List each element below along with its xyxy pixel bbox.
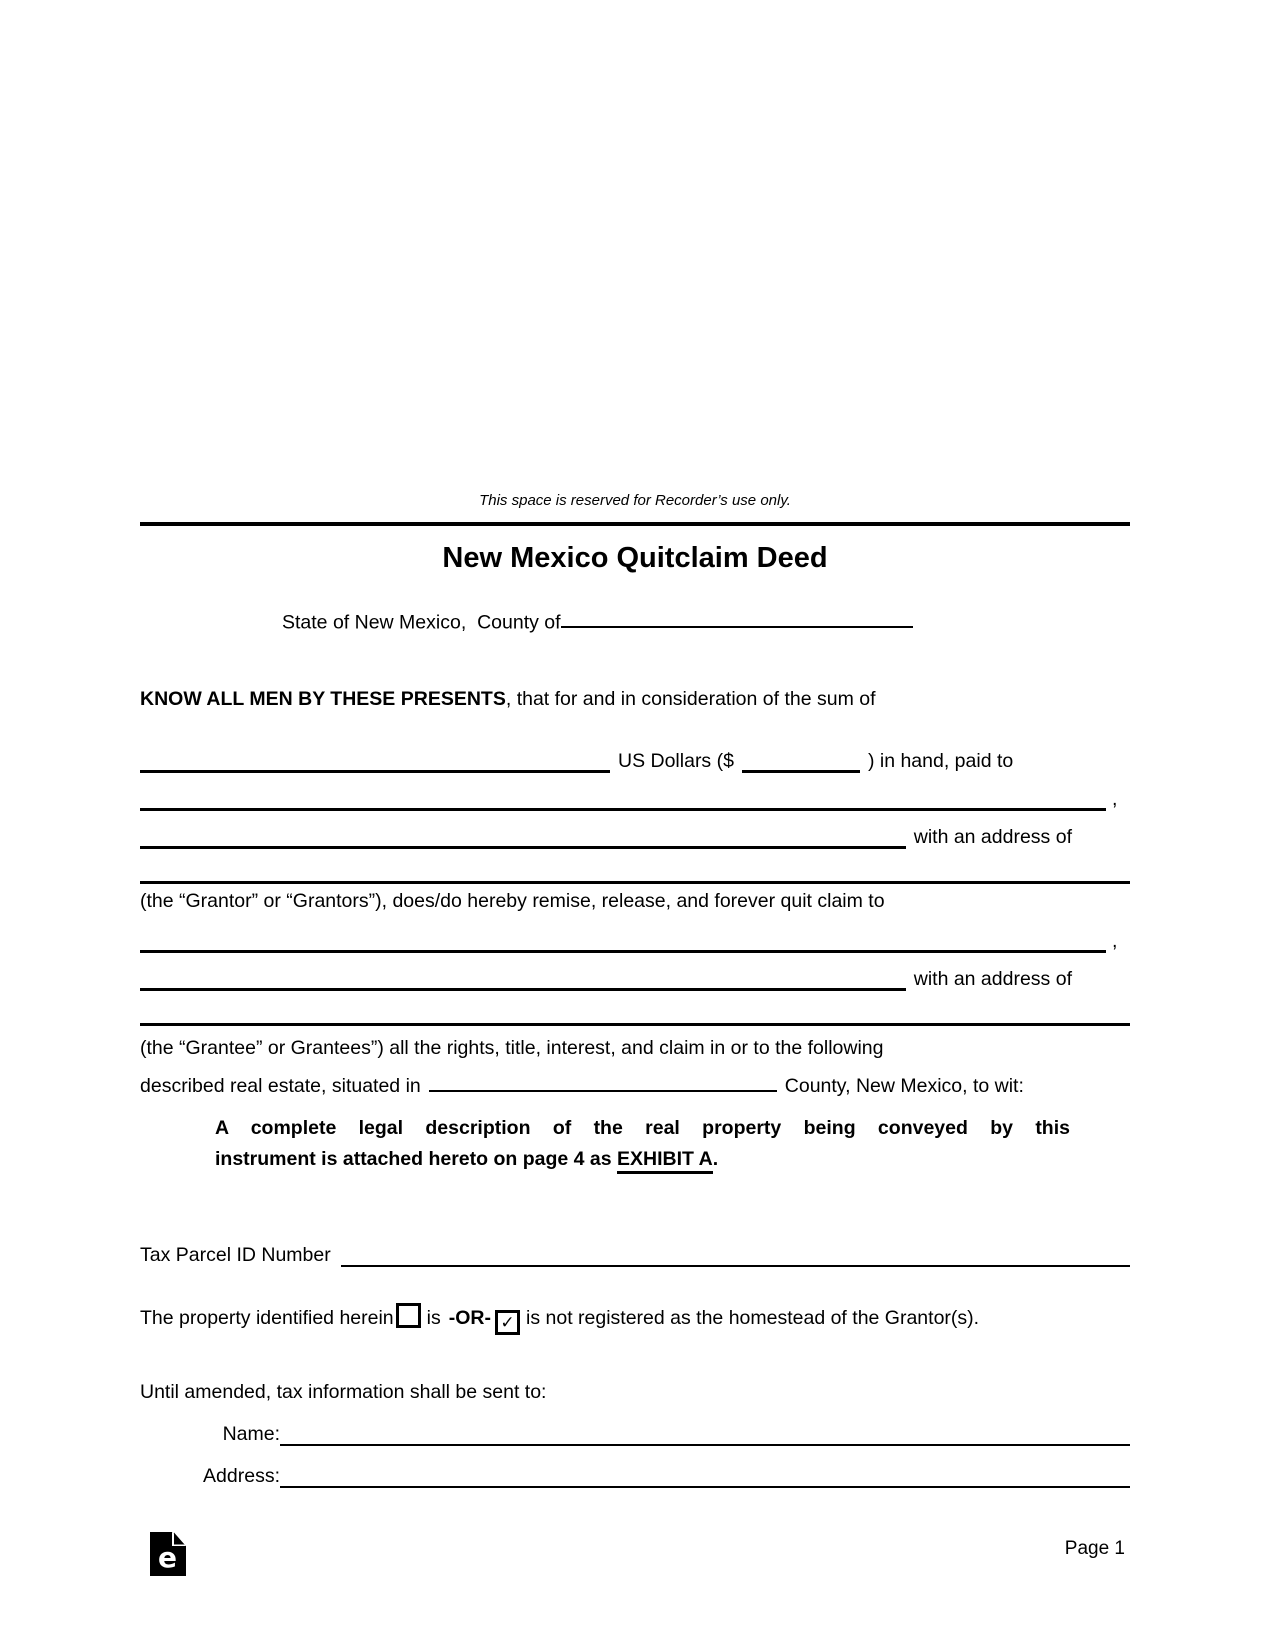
legal-description-line1: A complete legal description of the real property being conveyed by this (215, 1117, 1070, 1140)
page-number: Page 1 (1064, 1538, 1125, 1559)
grantee-clause-line1: (the “Grantee” or Grantees”) all the rights, title, interest, and claim in or to the following (140, 1037, 884, 1060)
sum-number-blank[interactable] (742, 770, 860, 773)
tax-parcel-blank[interactable] (341, 1265, 1130, 1267)
grantor-address-blank[interactable] (140, 846, 906, 849)
name-blank[interactable] (280, 1444, 1130, 1446)
checkmark-icon: ✓ (500, 1313, 515, 1333)
grantor-name-comma: , (1112, 788, 1118, 811)
us-dollars-label: US Dollars ($ (618, 750, 734, 773)
name-label: Name: (222, 1423, 280, 1446)
tax-info-address-row (140, 1458, 1130, 1488)
county-line-prefix: State of New Mexico, County of (282, 611, 561, 634)
in-hand-label: ) in hand, paid to (867, 750, 1014, 773)
sum-words-blank[interactable] (140, 770, 610, 773)
legal-description-line2-prefix: instrument is attached hereto on page 4 as (215, 1148, 618, 1171)
homestead-is-checkbox[interactable] (396, 1303, 421, 1328)
grantor-name-row (140, 773, 1130, 811)
recorder-notice: This space is reserved for Recorder’s use only. (479, 492, 791, 509)
eforms-logo-icon (150, 1532, 186, 1576)
grantor-address-blank-2[interactable] (140, 849, 1130, 884)
document-content (140, 492, 1130, 1488)
homestead-line (140, 1303, 1130, 1335)
eforms-logo-letter: e (158, 1541, 177, 1574)
grantee-address-blank-2[interactable] (140, 991, 1130, 1026)
tax-info-name-row (140, 1416, 1130, 1446)
grantor-name-blank[interactable] (140, 808, 1106, 811)
homestead-or-label: -OR- (448, 1307, 491, 1330)
consideration-intro-rest: , that for and in consideration of the sum of (505, 688, 876, 711)
know-all-men-bold: KNOW ALL MEN BY THESE PRESENTS (140, 688, 506, 711)
county-blank[interactable] (561, 606, 913, 628)
situated-suffix: County, New Mexico, to wit: (784, 1075, 1024, 1098)
recorder-reserved-strip (140, 492, 1130, 526)
consideration-intro (140, 686, 1130, 713)
homestead-prefix: The property identified herein (140, 1307, 394, 1330)
situated-county-blank[interactable] (429, 1070, 777, 1092)
grantee-address-row (140, 953, 1072, 991)
county-line (140, 606, 1130, 636)
homestead-suffix: is not registered as the homestead of the Grantor(s). (526, 1307, 980, 1330)
grantee-address-blank[interactable] (140, 988, 906, 991)
sum-row (140, 723, 1130, 773)
grantee-name-blank[interactable] (140, 950, 1106, 953)
grantee-clause (140, 1029, 1130, 1105)
page-title: New Mexico Quitclaim Deed (442, 542, 828, 574)
grantee-name-row (140, 915, 1130, 953)
legal-description-line2 (215, 1144, 1070, 1175)
exhibit-a-link: EXHIBIT A (617, 1148, 713, 1174)
address-label: Address: (203, 1465, 280, 1488)
grantor-with-address-label: with an address of (913, 826, 1072, 849)
homestead-is-label: is (426, 1307, 441, 1330)
grantee-with-address-label: with an address of (913, 968, 1072, 991)
legal-description-notice (215, 1113, 1070, 1175)
grantee-clause-line2 (140, 1067, 1130, 1105)
situated-prefix: described real estate, situated in (140, 1075, 421, 1098)
tax-info-intro: Until amended, tax information shall be sent to: (140, 1381, 547, 1404)
legal-description-period: . (712, 1148, 719, 1171)
address-blank[interactable] (280, 1486, 1130, 1488)
grantor-clause: (the “Grantor” or “Grantors”), does/do hereby remise, release, and forever quit claim to (140, 890, 885, 913)
tax-parcel-row (140, 1227, 1130, 1267)
grantee-name-comma: , (1112, 930, 1118, 953)
grantor-address-row (140, 811, 1072, 849)
homestead-is-not-checkbox[interactable] (495, 1310, 520, 1335)
tax-parcel-label: Tax Parcel ID Number (140, 1244, 331, 1267)
